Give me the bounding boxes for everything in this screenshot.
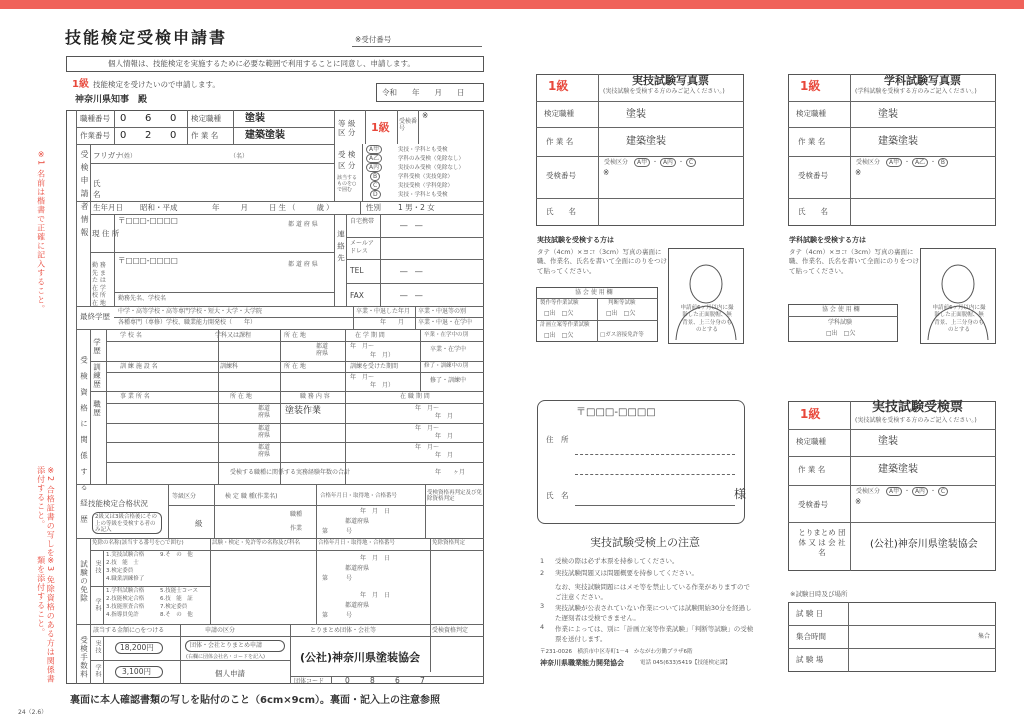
tk-sched-time: 集合時間 xyxy=(796,632,826,641)
job-code-d3[interactable]: 0 xyxy=(170,113,177,124)
pp-sub: (実技試験を受検する方のみご記入ください。) xyxy=(603,88,725,95)
tk-title: 実技試験受検票 xyxy=(872,400,964,415)
notice-item: 実技試験が公表されていない作業については試験開始30分を経過した遅刻者は受検できません。 xyxy=(555,604,752,623)
education-options-2[interactable]: 各種専門（専修）学校、職業能力開発校（ 年） xyxy=(118,319,257,326)
name-input[interactable] xyxy=(110,165,332,199)
tp-how-title: 学科試験を受検する方は xyxy=(789,236,866,244)
school-status-value[interactable]: 卒業・在学中 xyxy=(430,346,467,353)
school-h-course: 学科又は課程 xyxy=(215,332,252,339)
pp-job[interactable]: 塗装 xyxy=(626,109,646,120)
job-row1-duty[interactable]: 塗装作業 xyxy=(285,406,322,416)
given-name-label: （名） xyxy=(230,153,249,160)
notice-item: 実技試験問題又は問題概要を持参してください。 xyxy=(555,569,698,577)
tk-exam-no-label: 受検番号 xyxy=(798,500,828,509)
fee-type-practical: 実技 xyxy=(94,640,101,654)
passed-note: 2級又は3級合格後にその上の等級を受検する者のみ記入 xyxy=(95,514,157,534)
contact-fax: FAX xyxy=(350,291,364,300)
fee-h-type: 申請の区分 xyxy=(205,627,236,634)
fee-h-amount: 該当する金額に○をつける xyxy=(93,627,165,634)
tp-assoc: 協 会 使 用 欄 xyxy=(822,306,860,313)
passed-number[interactable]: 第 号 xyxy=(322,528,353,535)
history-training: 訓練歴 xyxy=(92,363,102,389)
workplace-label: 勤 務 先 ま た は 在 学 校 所 在 地 xyxy=(92,262,106,307)
form-footer: 裏面に本人確認書類の写しを貼付のこと（6cm×9cm）。裏面・記入上の注意参照 xyxy=(70,695,440,706)
tk-cat[interactable]: A甲 xyxy=(886,487,902,496)
exempt-item[interactable]: 3.技能照査合格 xyxy=(106,604,145,610)
tk-sub: (実技試験を受検する方のみご記入ください。) xyxy=(855,417,977,424)
exam-cat-a-hei[interactable]: A丙 xyxy=(366,163,382,172)
tp-name-label: 氏 名 xyxy=(798,207,828,216)
passed-label: 技能検定合格状況 xyxy=(88,499,148,508)
tk-grade: 1級 xyxy=(800,407,821,421)
notice-title: 実技試験受検上の注意 xyxy=(590,536,700,549)
exam-cat-desc: 学科受検（実技免除） xyxy=(398,174,454,180)
school-h-loc: 所 在 地 xyxy=(284,332,306,339)
training-h-loc: 所 在 地 xyxy=(284,363,306,370)
surname-label: （姓） xyxy=(118,153,137,160)
passed-h-date: 合格年月日・取得地・合格番号 xyxy=(320,493,398,499)
tp-how-body: タテ（4cm）×ヨコ（3cm）写真の裏面に職、作業名、氏名を書いて全面にのりをつけて貼ってください。 xyxy=(789,248,919,275)
job-period-from[interactable]: 年 月～ xyxy=(415,405,440,412)
work-code-label: 作業番号 xyxy=(80,131,110,140)
training-h-status: 修了・訓練中の別 xyxy=(424,363,469,369)
tp-cat[interactable]: A乙 xyxy=(912,158,928,167)
contact-home: 自宅携帯 xyxy=(350,218,375,225)
exempt-item[interactable]: 5.技能士コース xyxy=(160,588,198,594)
work-name-value[interactable]: 建築塗装 xyxy=(245,130,285,141)
exp-total-value[interactable]: 年 ヶ月 xyxy=(435,469,466,476)
tp-photo-caption: 申請前6ヶ月以内に撮影した正面脱帽、無背景、上三分身のものとする xyxy=(932,305,986,334)
job-code-label: 職種番号 xyxy=(80,114,110,123)
birth-era[interactable]: 昭和・平成 xyxy=(140,203,178,212)
tp-work-label: 作 業 名 xyxy=(798,137,826,146)
sex-value[interactable]: 1 男・2 女 xyxy=(398,203,435,212)
workplace-pref: 都 道 府 県 xyxy=(288,261,318,268)
job-name-value[interactable]: 塗装 xyxy=(245,113,265,124)
side-note-2: ※2 合格証書の写しを添付すること。 xyxy=(36,466,56,558)
job-period-to[interactable]: 年 月 xyxy=(435,452,454,459)
passed-date[interactable]: 年 月 日 xyxy=(360,508,391,515)
education-label: 最終学歴 xyxy=(80,312,110,321)
work-code-d2[interactable]: 2 xyxy=(145,130,152,141)
history-label: 受 検 資 格 に 関 係 す る 経 歴 xyxy=(79,356,89,526)
pp-how-body: タテ（4cm）×ヨコ（3cm）写真の裏面に職、作業名、氏名を書いて全面にのりをつけて貼ってください。 xyxy=(537,248,667,275)
pp-assoc-c1: 製作等作業試験 xyxy=(540,300,579,306)
edu-status-value[interactable]: 卒業・中退・在学中 xyxy=(418,319,473,326)
exam-category-note: 該当するものを○で囲む xyxy=(337,175,358,193)
exam-cat-b[interactable]: B xyxy=(370,172,380,181)
application-date[interactable]: 令和 年 月 日 xyxy=(382,88,465,97)
pp-assoc-opts[interactable]: □出 □欠 xyxy=(544,332,574,339)
passed-sub1: 職種 xyxy=(290,511,303,518)
page-number: 24（2.6） xyxy=(18,709,48,716)
job-period-to[interactable]: 年 月 xyxy=(435,433,454,440)
pp-assoc-c2: 判断等試験 xyxy=(608,300,636,306)
tk-cat[interactable]: A丙 xyxy=(912,487,928,496)
exam-number-label: 受検番号 xyxy=(399,118,418,133)
form-title: 技能検定受検申請書 xyxy=(65,28,228,47)
tk-assemble: 集合 xyxy=(978,633,991,640)
exempt-h-date: 合格年月日・取得地・合格番号 xyxy=(318,540,396,546)
job-h-office: 事 業 所 名 xyxy=(120,393,150,400)
exam-cat-desc: 学科のみ受検（免除なし） xyxy=(398,156,465,162)
tk-work[interactable]: 建築塗装 xyxy=(878,464,918,475)
exempt-item[interactable]: 7.検定委員 xyxy=(160,604,188,610)
job-name-label: 検定職種 xyxy=(191,114,221,123)
grade-category-value[interactable]: 1級 xyxy=(371,121,390,134)
addressee: 神奈川県知事 殿 xyxy=(75,95,148,105)
tp-cat[interactable]: B xyxy=(938,158,948,167)
side-note-1: ※1 名前は楷書で正確に記入すること。 xyxy=(36,150,46,314)
exempt-item[interactable]: 9.そ の 他 xyxy=(160,552,193,558)
apply-type-note: (右欄に団体会社名・コードを記入) xyxy=(186,654,265,660)
fee-theory-value[interactable]: 3,100円 xyxy=(122,667,151,676)
exempt-col-practical: 実技 xyxy=(94,560,101,574)
exempt-item[interactable]: 2.技能検定合格 xyxy=(106,596,145,602)
address-pref: 都 道 府 県 xyxy=(288,221,318,228)
apply-type-individual[interactable]: 個人申請 xyxy=(215,669,245,678)
fee-label: 受検手数料 xyxy=(79,636,89,679)
notice-num: 2 xyxy=(540,569,545,577)
school-h-period: 在 学 期 間 xyxy=(355,332,385,339)
pp-assoc-gas[interactable]: □ガス溶接免許等 xyxy=(600,332,644,338)
exam-cat-a-otsu[interactable]: A乙 xyxy=(366,154,382,163)
education-options[interactable]: 中学・高等学校・高等専門学校・短大・大学・大学院 xyxy=(118,308,263,315)
tp-title: 学科試験写真票 xyxy=(884,74,961,87)
tk-sched-place: 試 験 場 xyxy=(796,655,824,664)
passed-sub2: 作業 xyxy=(290,525,303,532)
tk-cat[interactable]: C xyxy=(938,487,948,496)
exam-cat-d[interactable]: D xyxy=(370,190,381,199)
exempt-item[interactable]: 2.技 能 士 xyxy=(106,560,139,566)
pp-title: 実技試験写真票 xyxy=(632,74,709,87)
pp-assoc: 協 会 使 用 欄 xyxy=(575,289,613,296)
pp-work-label: 作 業 名 xyxy=(546,137,574,146)
org-code-d3[interactable]: 6 xyxy=(395,676,400,685)
history-job: 職歴 xyxy=(92,400,102,417)
passed-h-judge: 受検資格再判定及び免除資格判定 xyxy=(427,490,483,503)
workplace-postal[interactable]: 〒□□□-□□□□ xyxy=(118,256,178,265)
edu-date-label: 卒業・中退した年月 xyxy=(356,308,411,315)
address-label: 現 住 所 xyxy=(92,229,120,238)
applicant-info-label: 受検申請者情報 xyxy=(80,150,89,241)
address-postal[interactable]: 〒□□□-□□□□ xyxy=(118,216,178,225)
job-h-duty: 職 務 内 容 xyxy=(300,393,330,400)
tk-org[interactable]: (公社)神奈川県塗装協会 xyxy=(870,539,978,550)
tk-sched-title: ※試験日時及び場所 xyxy=(790,590,848,598)
tk-work-label: 作 業 名 xyxy=(798,465,826,474)
tp-job-label: 検定職種 xyxy=(796,109,826,118)
pp-work[interactable]: 建築塗装 xyxy=(626,136,666,147)
grade-heading: 1級 xyxy=(72,79,89,90)
notice-num: 1 xyxy=(540,557,545,565)
tp-sub: (学科試験を受検する方のみご記入ください。) xyxy=(855,88,977,95)
tp-work[interactable]: 建築塗装 xyxy=(878,136,918,147)
addr-postal[interactable]: 〒□□□-□□□□ xyxy=(576,407,656,418)
pp-cat-label: 受検区分 xyxy=(604,159,629,166)
tp-assoc-col: 学科試験 xyxy=(828,319,853,326)
exempt-label: 試験の免除 xyxy=(79,560,89,603)
furigana-label: フリガナ xyxy=(93,151,123,160)
exempt-item[interactable]: 1.学科試験合格 xyxy=(106,588,145,594)
job-h-period: 在 職 期 間 xyxy=(400,393,430,400)
grade-intro: 技能検定を受けたいので申請します。 xyxy=(93,80,220,89)
tk-job-label: 検定職種 xyxy=(796,437,826,446)
exam-category-label: 受 検 区 分 xyxy=(338,150,356,170)
pp-cat[interactable]: A丙 xyxy=(660,158,676,167)
tk-cat-label: 受検区分 xyxy=(856,488,881,495)
tp-exam-no-label: 受検番号 xyxy=(798,171,828,180)
work-name-label: 作 業 名 xyxy=(191,131,219,140)
top-accent-bar xyxy=(0,0,1024,9)
pp-how-title: 実技試験を受検する方は xyxy=(537,236,614,244)
org-code-label: 団体コード xyxy=(294,678,325,685)
work-code-d1[interactable]: 0 xyxy=(120,130,127,141)
training-status-value[interactable]: 修了・訓練中 xyxy=(430,377,467,384)
passed-h-grade: 等級区分 xyxy=(172,493,197,500)
sex-label: 性別 xyxy=(366,203,381,212)
exp-total-label: 受検する職種に関係する実務経験年数の合計 xyxy=(230,469,351,476)
work-code-d3[interactable]: 0 xyxy=(170,130,177,141)
org-name[interactable]: (公社)神奈川県塗装協会 xyxy=(300,651,421,664)
grade-category-label: 等 級 区 分 xyxy=(338,119,356,137)
exempt-col-theory: 学科 xyxy=(94,598,101,612)
addr-label: 住 所 xyxy=(546,435,569,444)
pp-exam-no-label: 受検番号 xyxy=(546,171,576,180)
passed-grade[interactable]: 級 xyxy=(195,519,203,528)
exempt-h-judge: 免除資格判定 xyxy=(432,540,466,546)
notice-num: 4 xyxy=(540,623,545,631)
exam-cat-desc: 実技・学科とも受検 xyxy=(398,147,448,153)
job-h-loc: 所 在 地 xyxy=(230,393,252,400)
addr-name-label: 氏 名 xyxy=(546,491,569,500)
exam-cat-desc: 実技のみ受検（免除なし） xyxy=(398,165,465,171)
school-h-status: 卒業・在学中の別 xyxy=(424,332,469,338)
job-code-d2[interactable]: 6 xyxy=(145,113,152,124)
fee-h-judge: 受検資格判定 xyxy=(432,627,469,634)
exempt-item[interactable]: 1.実技試験合格 xyxy=(106,552,145,558)
job-period-from[interactable]: 年 月～ xyxy=(415,444,440,451)
fee-practical-value[interactable]: 18,200円 xyxy=(120,643,154,652)
notice-item: 作業によっては、別に「計画立案等作業試験」「判断等試験」の受検票を送付します。 xyxy=(555,625,754,644)
exam-cat-a-ko[interactable]: A甲 xyxy=(366,145,382,154)
tk-job[interactable]: 塗装 xyxy=(878,436,898,447)
receipt-number-label: ※受付番号 xyxy=(355,35,392,44)
name-label: 氏 名 xyxy=(93,179,116,200)
training-h-period: 訓練を受けた期間 xyxy=(350,363,399,370)
job-code-d1[interactable]: 0 xyxy=(120,113,127,124)
tp-cat-label: 受検区分 xyxy=(856,159,881,166)
addr-sama: 様 xyxy=(734,487,747,501)
birth-date[interactable]: 年 月 日生（ 歳） xyxy=(212,203,336,212)
privacy-consent: 個人情報は、技能検定を実施するために必要な範囲で利用することに同意し、申請します。 xyxy=(108,59,415,68)
exempt-h-name: 免除の名称(該当する番号を○で囲む) xyxy=(92,540,184,546)
tk-org-label: とりまとめ 団 体 又 は 会 社 名 xyxy=(798,528,846,558)
pp-name-label: 氏 名 xyxy=(546,207,576,216)
pp-assoc-opts[interactable]: □出 □欠 xyxy=(606,310,636,317)
pp-assoc-opts[interactable]: □出 □欠 xyxy=(544,310,574,317)
history-school: 学歴 xyxy=(92,338,102,355)
pp-job-label: 検定職種 xyxy=(544,109,574,118)
contact-label: 連 絡 先 xyxy=(336,230,346,263)
fee-h-org: とりまとめ団体・会社等 xyxy=(310,627,377,634)
exempt-h-title: 試験・検定・免許等の名称及び科名 xyxy=(212,540,301,546)
notice-org: 神奈川県職業能力開発協会 xyxy=(540,659,624,667)
notice-tel: 電話 045(633)5419【技能検定課】 xyxy=(640,660,731,666)
tp-job[interactable]: 塗装 xyxy=(878,109,898,120)
apply-type-group[interactable]: 団体・会社とりまとめ申請 xyxy=(190,642,263,649)
training-h-name: 訓 練 施 設 名 xyxy=(120,363,158,370)
exam-cat-desc: 実技受検（学科免除） xyxy=(398,183,454,189)
notice-item: 受検の際は必ず本票を持参してください。 xyxy=(555,557,679,565)
tp-assoc-opts[interactable]: □出 □欠 xyxy=(826,330,856,337)
workplace-name-label: 勤務先名、学校名 xyxy=(118,295,167,302)
birth-label: 生年月日 xyxy=(93,203,123,212)
school-h-name: 学 校 名 xyxy=(120,332,142,339)
training-h-course: 訓練科 xyxy=(220,363,239,370)
tk-sched-date: 試 験 日 xyxy=(796,609,824,618)
org-code-d1[interactable]: 0 xyxy=(345,676,350,685)
edu-status-label: 卒業・中退等の別 xyxy=(418,308,467,315)
side-note-3: ※3 免除資格のある方は関係書類を添付すること。 xyxy=(36,556,56,684)
tp-grade: 1級 xyxy=(800,79,821,93)
pp-cat[interactable]: C xyxy=(686,158,696,167)
exempt-item[interactable]: 8.そ の 他 xyxy=(160,612,193,618)
exempt-item[interactable]: 4.職業訓練修了 xyxy=(106,576,145,582)
tp-cat[interactable]: A甲 xyxy=(886,158,902,167)
notice-address: 〒231-0026 横浜市中区寿町1－4 かながわ労働プラザ6階 xyxy=(540,649,693,655)
job-period-from[interactable]: 年 月～ xyxy=(415,425,440,432)
pp-cat[interactable]: A甲 xyxy=(634,158,650,167)
pp-assoc-c3: 計画立案等作業試験 xyxy=(540,322,590,328)
pp-grade: 1級 xyxy=(548,79,569,93)
org-code-d4[interactable]: 7 xyxy=(420,676,425,685)
notice-item: なお、実技試験問題にはメモ等を禁止している作業がありますのでご注意ください。 xyxy=(555,583,750,602)
fee-type-theory: 学科 xyxy=(94,664,101,678)
exempt-item[interactable]: 6.技 能 証 xyxy=(160,596,193,602)
exempt-item[interactable]: 3.検定委員 xyxy=(106,568,134,574)
pp-photo-caption: 申請前6ヶ月以内に撮影した正面脱帽、無背景、上三分身のものとする xyxy=(680,305,734,334)
exempt-item[interactable]: 4.指導員免許 xyxy=(106,612,139,618)
passed-h-job: 検 定 職 種(作業名) xyxy=(225,493,278,500)
contact-tel: TEL xyxy=(350,266,364,275)
exam-cat-desc: 実技・学科とも受検 xyxy=(398,192,448,198)
contact-email: メールアドレス xyxy=(350,240,374,255)
org-code-d2[interactable]: 8 xyxy=(370,676,375,685)
exam-cat-c[interactable]: C xyxy=(370,181,380,190)
notice-num: 3 xyxy=(540,602,545,610)
job-period-to[interactable]: 年 月 xyxy=(435,413,454,420)
